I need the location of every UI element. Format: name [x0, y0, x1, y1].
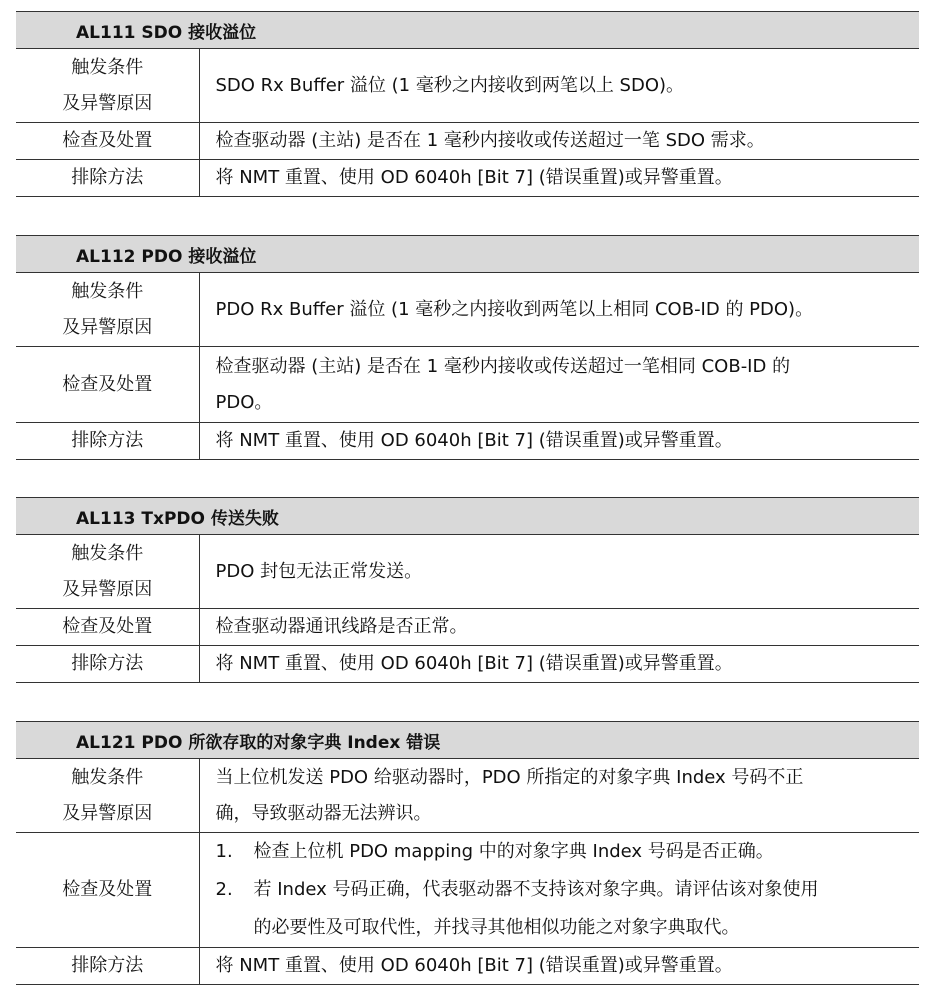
cause-value: SDO Rx Buffer 溢位 (1 毫秒之内接收到两笔以上 SDO)。 [199, 49, 919, 123]
check-value: 检查驱动器 (主站) 是否在 1 毫秒内接收或传送超过一笔 SDO 需求。 [199, 123, 919, 160]
alarm-title: AL111 SDO 接收溢位 [16, 12, 919, 49]
check-step: 2. 若 Index 号码正确，代表驱动器不支持该对象字典。请评估该对象使用 的必要性及可取代性，并找寻其他相似功能之对象字典取代。 [215, 879, 819, 938]
alarm-title: AL113 TxPDO 传送失败 [16, 498, 919, 535]
alarm-table-al111 [16, 11, 919, 197]
cause-value: PDO 封包无法正常发送。 [199, 535, 919, 609]
clear-value: 将 NMT 重置、使用 OD 6040h [Bit 7] (错误重置)或异警重置。 [199, 160, 919, 197]
alarm-table-al121 [16, 721, 919, 985]
clear-value: 将 NMT 重置、使用 OD 6040h [Bit 7] (错误重置)或异警重置。 [199, 423, 919, 460]
cause-label: 触发条件 及异警原因 [16, 273, 199, 347]
check-step: 1. 检查上位机 PDO mapping 中的对象字典 Index 号码是否正确。 [215, 841, 774, 862]
check-value: 检查驱动器 (主站) 是否在 1 毫秒内接收或传送超过一笔相同 COB-ID 的 PDO。 [199, 347, 919, 423]
check-label: 检查及处置 [16, 347, 199, 423]
check-value: 检查驱动器通讯线路是否正常。 [199, 609, 919, 646]
alarm-table-al113 [16, 497, 919, 683]
check-value [199, 833, 919, 948]
cause-label: 触发条件 及异警原因 [16, 535, 199, 609]
cause-label: 触发条件 及异警原因 [16, 759, 199, 833]
check-label: 检查及处置 [16, 609, 199, 646]
alarm-title: AL112 PDO 接收溢位 [16, 236, 919, 273]
check-label: 检查及处置 [16, 833, 199, 948]
clear-value: 将 NMT 重置、使用 OD 6040h [Bit 7] (错误重置)或异警重置。 [199, 948, 919, 985]
clear-label: 排除方法 [16, 948, 199, 985]
check-steps-list [216, 833, 914, 947]
cause-value: 当上位机发送 PDO 给驱动器时，PDO 所指定的对象字典 Index 号码不正 确，导致驱动器无法辨识。 [199, 759, 919, 833]
clear-label: 排除方法 [16, 423, 199, 460]
clear-label: 排除方法 [16, 646, 199, 683]
alarm-table-al112 [16, 235, 919, 460]
check-label: 检查及处置 [16, 123, 199, 160]
clear-label: 排除方法 [16, 160, 199, 197]
cause-label: 触发条件 及异警原因 [16, 49, 199, 123]
cause-value: PDO Rx Buffer 溢位 (1 毫秒之内接收到两笔以上相同 COB-ID 的 PDO)。 [199, 273, 919, 347]
clear-value: 将 NMT 重置、使用 OD 6040h [Bit 7] (错误重置)或异警重置。 [199, 646, 919, 683]
alarm-title: AL121 PDO 所欲存取的对象字典 Index 错误 [16, 722, 919, 759]
